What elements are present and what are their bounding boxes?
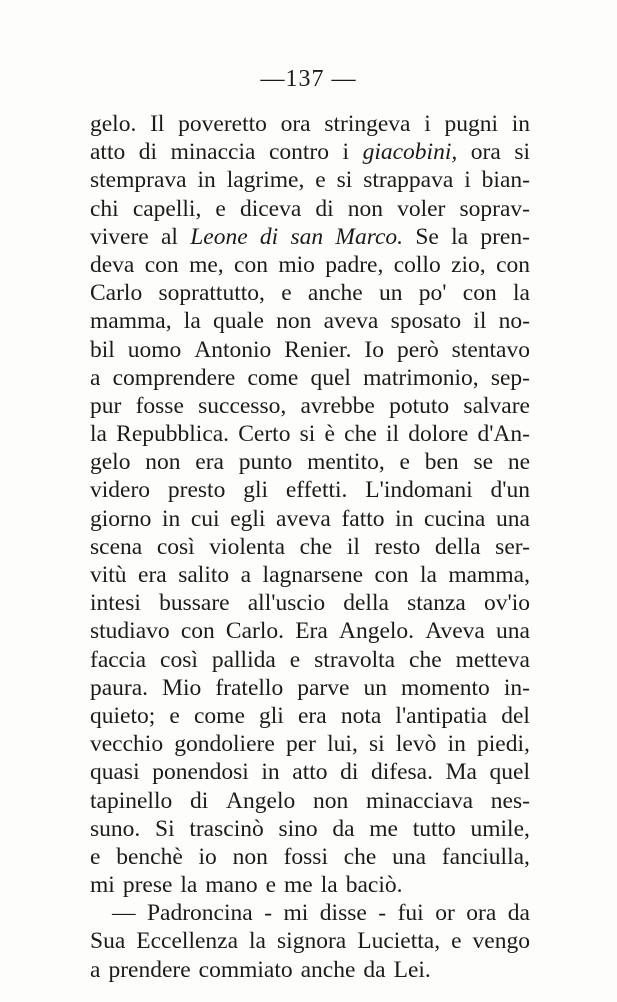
word: di: [138, 139, 158, 166]
word: a: [90, 364, 101, 391]
word: mio: [278, 251, 315, 278]
word: fossi: [283, 843, 328, 870]
text-line: [90, 589, 530, 617]
word: egli: [230, 505, 266, 532]
word: capelli,: [132, 195, 202, 222]
word: Ma: [445, 759, 477, 786]
text-line: [90, 561, 530, 589]
word: pur: [90, 392, 122, 419]
word: giacobini,: [362, 139, 458, 166]
word: all'uscio: [247, 590, 326, 617]
text-line: [90, 956, 530, 984]
word: anche: [307, 280, 363, 307]
word: stringeva: [324, 111, 411, 137]
text-line: [90, 307, 530, 335]
word: la: [249, 928, 266, 955]
word: momento: [401, 674, 490, 701]
body-text: [90, 110, 530, 984]
word: collo: [393, 251, 441, 278]
word: —: [112, 900, 136, 927]
text-line: [90, 223, 530, 251]
word: della: [343, 590, 389, 617]
word: e: [281, 280, 292, 307]
word: non: [313, 787, 349, 814]
word: Antonio: [194, 336, 272, 363]
word: bil: [90, 336, 115, 363]
text-line: [90, 251, 530, 279]
word: e: [315, 167, 326, 194]
word: cui: [190, 505, 220, 532]
text-line: [90, 815, 530, 843]
word: ora: [470, 139, 501, 166]
word: Sua: [90, 928, 126, 955]
word: Renier.: [284, 336, 352, 363]
word: punto: [238, 449, 293, 476]
word: io: [198, 843, 217, 870]
word: paura.: [90, 674, 149, 701]
word: l'antipatia: [395, 702, 488, 729]
page-number: —137 —: [260, 66, 357, 92]
word: benchè: [116, 843, 183, 870]
word: strappava: [363, 167, 454, 194]
word: stravolta: [314, 646, 396, 673]
text-line: [90, 166, 530, 194]
word: sep-: [490, 364, 530, 391]
text-line: [90, 674, 530, 702]
word: piedi,: [477, 731, 530, 758]
word: san: [290, 223, 324, 250]
word: e: [169, 702, 180, 729]
word: mano: [205, 872, 258, 899]
word: vecchio: [90, 731, 164, 758]
word: commiato: [198, 956, 293, 983]
word: vitù: [90, 562, 127, 588]
word: suno.: [90, 815, 141, 842]
word: ponendosi: [152, 759, 249, 786]
word: tapinello: [90, 787, 173, 814]
word: faccia: [90, 646, 147, 673]
text-line: [90, 392, 530, 420]
word: in: [395, 505, 414, 532]
word: quasi: [90, 759, 140, 786]
word: se: [473, 449, 494, 476]
text-line: [90, 505, 530, 533]
word: fatto: [341, 505, 385, 532]
word: L'indomani: [365, 477, 473, 504]
word: si: [299, 421, 316, 448]
text-line: [90, 533, 530, 561]
word: in: [261, 759, 280, 786]
word: Carlo.: [225, 618, 285, 645]
word: mamma,: [90, 308, 172, 335]
word: era: [138, 562, 167, 588]
word: studiavo: [90, 618, 170, 645]
word: stanza: [407, 590, 466, 617]
word: Eccellenza: [136, 928, 239, 955]
word: no-: [498, 308, 530, 335]
word: pren-: [480, 223, 530, 250]
word: poveretto: [178, 111, 267, 137]
word: baciò.: [345, 872, 403, 899]
word: difesa.: [371, 759, 433, 786]
word: atto: [292, 759, 328, 786]
text-line: [90, 730, 530, 758]
word: nota: [340, 702, 382, 729]
word: soprattutto,: [158, 280, 265, 307]
word: ben: [424, 449, 459, 476]
word: prendere: [108, 956, 191, 983]
word: il: [346, 533, 360, 560]
word: me: [284, 872, 313, 899]
word: di: [259, 223, 279, 250]
word: a: [90, 956, 101, 983]
word: mentito,: [307, 449, 385, 476]
word: me,: [189, 251, 224, 278]
word: mamma,: [448, 562, 530, 588]
word: d'An-: [477, 421, 530, 448]
word: che: [343, 843, 377, 870]
word: Angelo.: [338, 618, 415, 645]
word: Mio: [162, 674, 202, 701]
word: umile,: [470, 815, 530, 842]
word: gondoliere: [174, 731, 275, 758]
word: la: [90, 421, 107, 448]
word: un: [378, 280, 403, 307]
word: per: [285, 731, 316, 758]
word: fosse: [135, 392, 184, 419]
word: stentavo: [451, 336, 530, 363]
word: di: [190, 787, 209, 814]
word: quieto;: [90, 702, 156, 729]
word: della: [434, 533, 481, 560]
word: la: [320, 872, 338, 899]
word: era: [195, 449, 224, 476]
word: e: [265, 872, 277, 899]
word: e: [289, 646, 301, 673]
word: con: [144, 251, 179, 278]
word: gli: [259, 702, 284, 729]
word: stemprava: [90, 167, 187, 194]
word: mi: [283, 900, 309, 927]
word: scena: [90, 533, 143, 560]
word: -: [378, 900, 387, 927]
word: con: [374, 562, 409, 588]
word: disse: [319, 900, 367, 927]
word: la: [180, 872, 198, 899]
word: Carlo: [90, 280, 143, 307]
word: ser-: [495, 533, 530, 560]
word: non: [347, 195, 383, 222]
word: la: [419, 562, 437, 588]
word: in: [511, 111, 530, 137]
word: non: [276, 308, 312, 335]
word: trascinò: [189, 815, 264, 842]
word: potuto: [389, 392, 450, 419]
word: diceva: [239, 195, 302, 222]
word: salvare: [463, 392, 530, 419]
word: si: [336, 167, 353, 194]
word: po': [418, 280, 447, 307]
word: in-: [503, 674, 530, 701]
word: una: [495, 505, 530, 532]
word: così: [156, 533, 195, 560]
word: e: [451, 928, 462, 955]
word: di: [315, 195, 334, 222]
word: prese: [122, 872, 173, 899]
word: sino: [278, 815, 318, 842]
word: Se: [415, 223, 439, 250]
word: d'un: [490, 477, 530, 504]
word: quale: [212, 308, 264, 335]
word: da: [332, 815, 355, 842]
word: salito: [178, 562, 230, 588]
word: ne: [507, 449, 530, 476]
word: deva: [90, 251, 135, 278]
word: signora: [277, 928, 347, 955]
word: gelo: [90, 449, 131, 476]
word: come: [194, 702, 245, 729]
word: mi: [90, 872, 115, 899]
word: vivere: [90, 223, 149, 250]
word: metteva: [455, 646, 530, 673]
word: del: [501, 702, 530, 729]
word: lui,: [327, 731, 358, 758]
word: in: [161, 505, 181, 532]
word: bussare: [159, 590, 230, 617]
word: avrebbe: [300, 392, 375, 419]
word: dolore: [408, 421, 469, 448]
word: minacciava: [366, 787, 474, 814]
word: si: [514, 139, 530, 166]
word: ora: [280, 111, 311, 137]
word: cucina: [424, 505, 486, 532]
word: con: [180, 618, 215, 645]
word: successo,: [198, 392, 287, 419]
word: voler: [397, 195, 446, 222]
word: minaccia: [170, 139, 256, 166]
word: anche: [300, 956, 356, 983]
word: nes-: [490, 787, 530, 814]
word: fanciulla,: [441, 843, 530, 870]
word: gelo.: [90, 111, 137, 137]
text-line: [90, 110, 530, 138]
text-line: [90, 279, 530, 307]
word: ov'io: [483, 590, 530, 617]
word: è: [324, 421, 335, 448]
word: effetti.: [285, 477, 348, 504]
word: che: [409, 646, 442, 673]
word: in: [197, 167, 216, 194]
text-line: [90, 195, 530, 223]
word: si: [369, 731, 385, 758]
word: un: [363, 674, 387, 701]
word: pallida: [211, 646, 276, 673]
word: padre,: [325, 251, 384, 278]
word: Lucietta,: [357, 928, 441, 955]
word: bian-: [481, 167, 530, 194]
word: violenta: [209, 533, 285, 560]
word: matrimonio,: [363, 364, 479, 391]
word: sposato: [390, 308, 462, 335]
word: aveva: [276, 505, 331, 532]
text-line: [90, 336, 530, 364]
word: fratello: [215, 674, 284, 701]
word: di: [340, 759, 359, 786]
text-line: [90, 476, 530, 504]
text-line: [90, 364, 530, 392]
word: presto: [167, 477, 226, 504]
word: videro: [90, 477, 151, 504]
word: i: [424, 111, 431, 137]
word: lagrime,: [226, 167, 305, 194]
word: Certo: [238, 421, 291, 448]
word: or: [435, 900, 455, 927]
word: però: [396, 336, 439, 363]
word: quel: [310, 364, 351, 391]
word: come: [247, 364, 299, 391]
word: fui: [397, 900, 424, 927]
text-line: [90, 843, 530, 871]
word: parve: [297, 674, 350, 701]
word: Marco.: [335, 223, 404, 250]
word: Si: [155, 815, 175, 842]
word: Angelo: [226, 787, 296, 814]
word: vengo: [472, 928, 530, 955]
word: la: [513, 280, 530, 307]
word: una: [392, 843, 427, 870]
word: che: [299, 533, 333, 560]
word: soprav-: [459, 195, 530, 222]
word: il: [385, 421, 400, 448]
word: era: [297, 702, 327, 729]
text-line: [90, 617, 530, 645]
word: tutto: [412, 815, 456, 842]
word: e: [90, 843, 101, 870]
text-line: [90, 702, 530, 730]
word: e: [215, 195, 226, 222]
word: la: [183, 308, 201, 335]
word: -: [264, 900, 273, 927]
word: ora: [466, 900, 497, 927]
word: da: [363, 956, 386, 983]
text-line: [90, 927, 530, 955]
text-line: [90, 899, 530, 927]
word: una: [495, 618, 530, 645]
text-line: [90, 871, 530, 899]
word: atto: [90, 139, 126, 166]
word: giorno: [90, 505, 152, 532]
word: Aveva: [425, 618, 485, 645]
word: lagnarsene: [262, 562, 364, 588]
word: Io: [364, 336, 384, 363]
word: Padroncina: [146, 900, 253, 927]
word: con: [496, 251, 530, 278]
word: contro: [268, 139, 329, 166]
text-line: [90, 138, 530, 166]
word: non: [145, 449, 181, 476]
word: la: [451, 223, 469, 250]
word: comprendere: [112, 364, 236, 391]
word: al: [160, 223, 178, 250]
word: da: [507, 900, 530, 927]
word: quel: [489, 759, 530, 786]
text-line: [90, 646, 530, 674]
word: con: [462, 280, 497, 307]
word: aveva: [323, 308, 379, 335]
word: che: [344, 421, 377, 448]
word: Lei.: [393, 956, 431, 983]
word: così: [160, 646, 198, 673]
word: i: [342, 139, 350, 166]
word: uomo: [127, 336, 182, 363]
word: Era: [295, 618, 328, 645]
word: e: [399, 449, 410, 476]
word: in: [447, 731, 466, 758]
text-line: [90, 448, 530, 476]
word: non: [232, 843, 268, 870]
word: intesi: [90, 590, 141, 617]
word: Il: [150, 111, 165, 137]
word: il: [473, 308, 487, 335]
text-line: [90, 758, 530, 786]
word: me: [369, 815, 398, 842]
word: i: [464, 167, 471, 194]
word: Repubblica.: [116, 421, 230, 448]
word: zio,: [451, 251, 486, 278]
word: levò: [395, 731, 437, 758]
word: con: [234, 251, 268, 278]
text-line: [90, 787, 530, 815]
word: gli: [243, 477, 269, 504]
word: a: [240, 562, 252, 588]
text-line: [90, 420, 530, 448]
word: chi: [90, 195, 119, 222]
word: pugni: [444, 111, 498, 137]
word: resto: [374, 533, 421, 560]
word: Leone: [190, 223, 248, 250]
